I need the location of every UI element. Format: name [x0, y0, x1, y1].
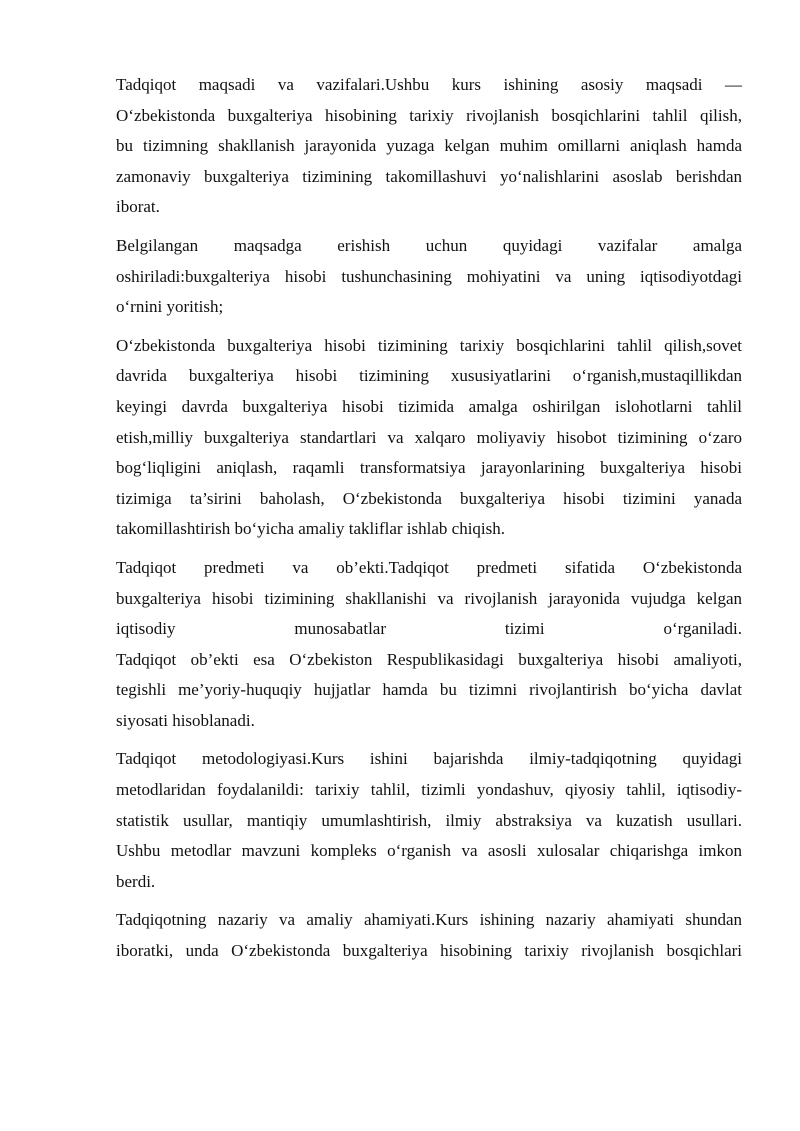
- paragraph-methodology: [116, 744, 742, 897]
- text-line: Belgilangan maqsadga erishish uchun quyidagi vazifalar amalga: [116, 235, 742, 255]
- text-line: berdi.: [116, 871, 156, 891]
- text-line: tegishli me’yoriy-huquqiy hujjatlar hamda bu tizimni rivojlantirish bo‘yicha davlat: [116, 680, 742, 700]
- text-line: tizimiga ta’sirini baholash, O‘zbekistonda buxgalteriya hisobi tizimini yanada: [116, 488, 742, 508]
- text-line: metodlaridan foydalanildi: tarixiy tahlil, tizimli yondashuv, qiyosiy tahlil, iqtisodiy-: [116, 780, 742, 800]
- text-line: zamonaviy buxgalteriya tizimining takomillashuvi yo‘nalishlarini asoslab berishdan: [116, 166, 742, 186]
- text-line: keyingi davrda buxgalteriya hisobi tizimida amalga oshirilgan islohotlarni tahlil: [116, 396, 742, 416]
- paragraph-subject-object: [116, 553, 742, 737]
- text-line: oshiriladi:buxgalteriya hisobi tushunchasining mohiyatini va uning iqtisodiyotdagi: [116, 266, 742, 286]
- text-line: davrida buxgalteriya hisobi tizimining xususiyatlarini o‘rganish,mustaqillikdan: [116, 366, 742, 386]
- text-line: O‘zbekistonda buxgalteriya hisobi tizimining tarixiy bosqichlarini tahlil qilish,sovet: [116, 335, 742, 355]
- text-line: Tadqiqot metodologiyasi.Kurs ishini bajarishda ilmiy-tadqiqotning quyidagi: [116, 749, 742, 769]
- text-line: iqtisodiy munosabatlar tizimi o‘rganiladi.: [116, 619, 742, 639]
- text-line: statistik usullar, mantiqiy umumlashtirish, ilmiy abstraksiya va kuzatish usullari.: [116, 810, 742, 830]
- document-page: [116, 70, 742, 975]
- text-line: Tadqiqotning nazariy va amaliy ahamiyati.Kurs ishining nazariy ahamiyati shundan: [116, 910, 742, 930]
- text-line: iborat.: [116, 197, 160, 217]
- text-line: etish,milliy buxgalteriya standartlari va xalqaro moliyaviy hisobot tizimining o‘zaro: [116, 427, 742, 447]
- paragraph-tasks-intro: [116, 231, 742, 323]
- text-line: takomillashtirish bo‘yicha amaliy takliflar ishlab chiqish.: [116, 519, 506, 539]
- text-line: Ushbu metodlar mavzuni kompleks o‘rganish va asosli xulosalar chiqarishga imkon: [116, 841, 742, 861]
- paragraph-tasks-list: [116, 331, 742, 545]
- text-line: siyosati hisoblanadi.: [116, 710, 255, 730]
- text-line: Tadqiqot predmeti va ob’ekti.Tadqiqot predmeti sifatida O‘zbekistonda: [116, 557, 742, 577]
- text-line: bog‘liqligini aniqlash, raqamli transformatsiya jarayonlarining buxgalteriya hisobi: [116, 458, 742, 478]
- text-line: buxgalteriya hisobi tizimining shakllanishi va rivojlanish jarayonida vujudga kelgan: [116, 588, 742, 608]
- text-line: O‘zbekistonda buxgalteriya hisobining tarixiy rivojlanish bosqichlarini tahlil qilish,: [116, 105, 742, 125]
- text-line: bu tizimning shakllanish jarayonida yuzaga kelgan muhim omillarni aniqlash hamda: [116, 136, 742, 156]
- text-line: Tadqiqot ob’ekti esa O‘zbekiston Respublikasidagi buxgalteriya hisobi amaliyoti,: [116, 649, 742, 669]
- text-line: iboratki, unda O‘zbekistonda buxgalteriya hisobining tarixiy rivojlanish bosqichlari: [116, 941, 742, 961]
- text-line: Tadqiqot maqsadi va vazifalari.Ushbu kurs ishining asosiy maqsadi —: [116, 75, 742, 94]
- paragraph-significance: [116, 905, 742, 966]
- text-line: o‘rnini yoritish;: [116, 297, 224, 317]
- paragraph-research-goal: [116, 70, 742, 223]
